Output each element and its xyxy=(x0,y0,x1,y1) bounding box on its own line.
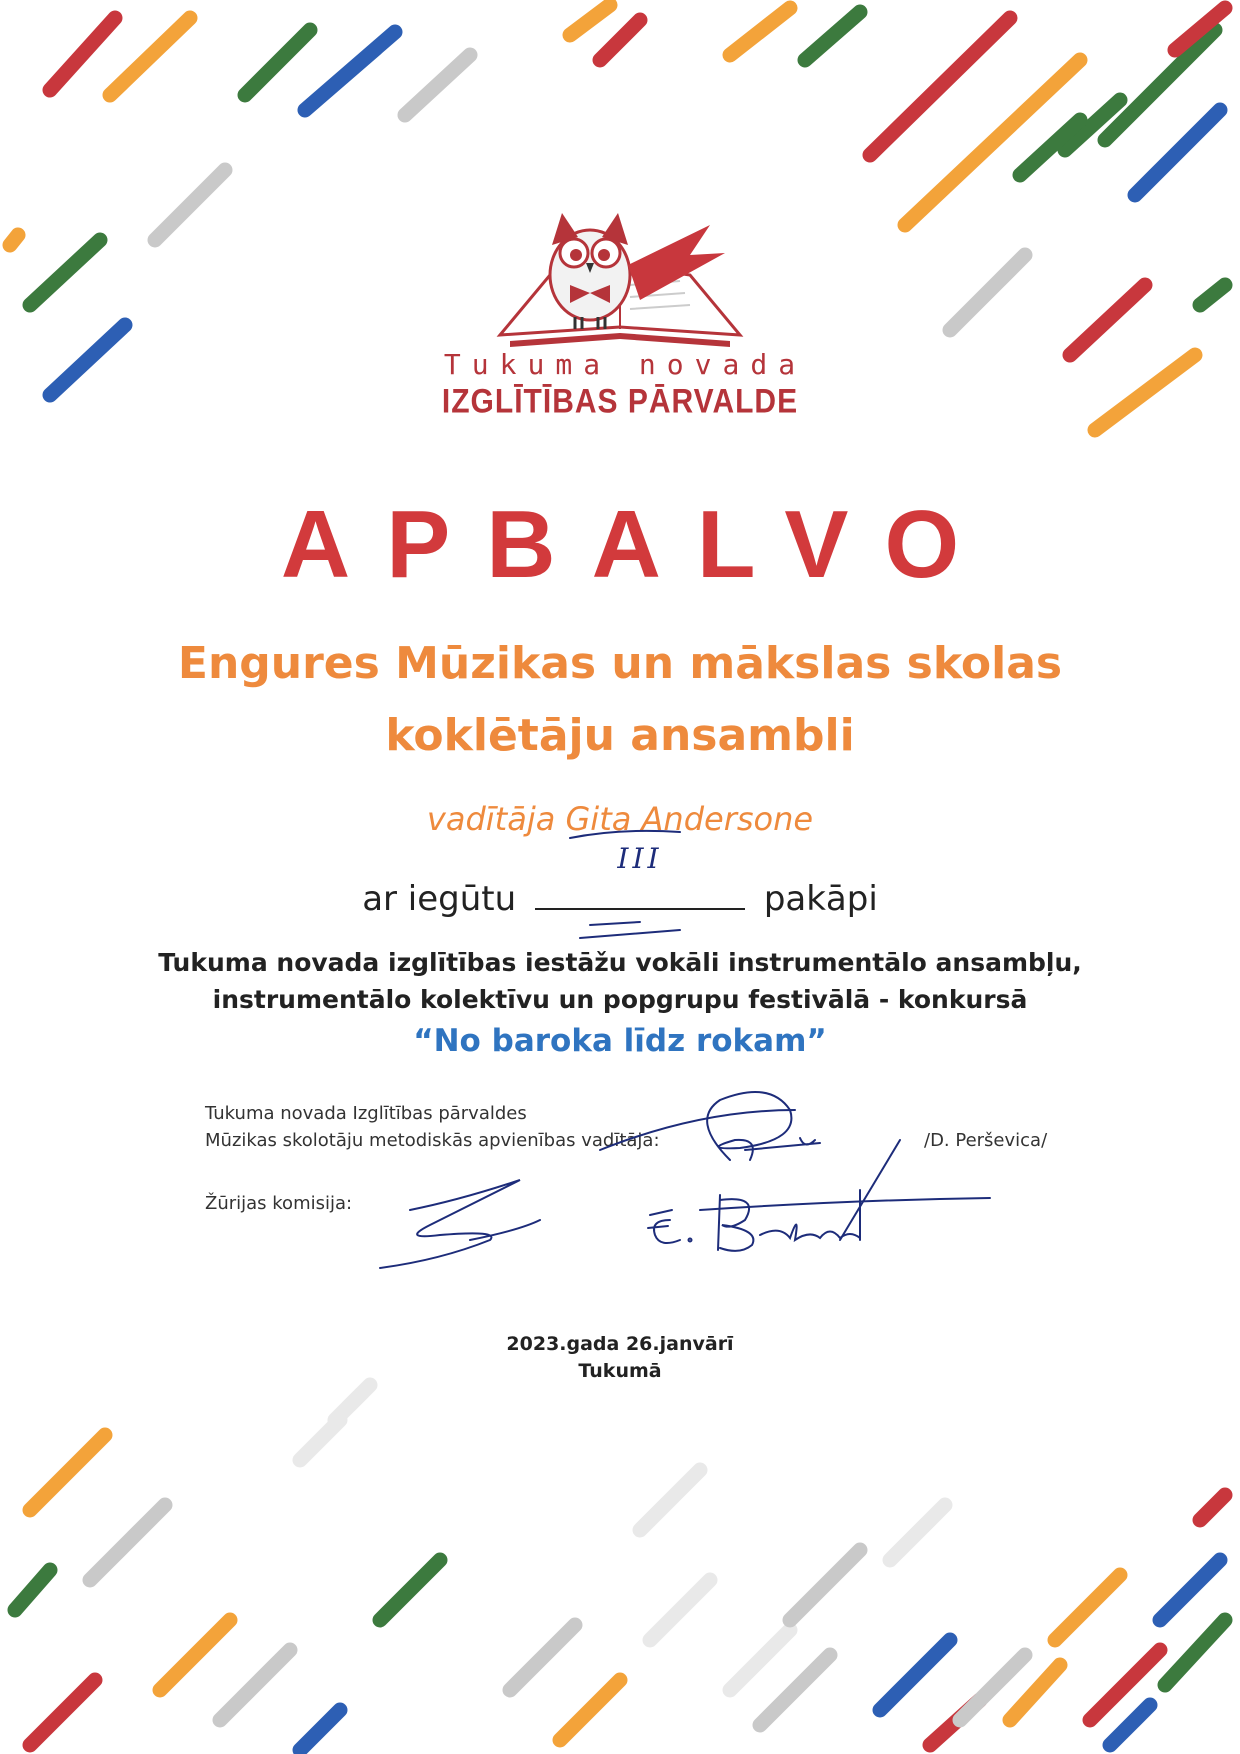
recipient-line2: koklētāju ansambli xyxy=(385,710,855,761)
event-line2: instrumentālo kolektīvu un popgrupu festivālā - konkursā xyxy=(212,985,1028,1014)
place-line: Tukumā xyxy=(578,1360,662,1382)
signature-org-line1: Tukuma novada Izglītības pārvaldes xyxy=(205,1103,527,1124)
leader-line: vadītāja Gita Andersone xyxy=(426,800,814,838)
logo-text-line1: Tukuma novada xyxy=(443,348,807,381)
signature-org-line2: Mūzikas skolotāju metodiskās apvienības vadītāja: xyxy=(205,1130,660,1151)
degree-value: III xyxy=(617,842,663,875)
logo-text-line2: IZGLĪTĪBAS PĀRVALDE xyxy=(441,382,799,421)
award-title: APBALVO xyxy=(280,491,996,598)
degree-prefix: ar iegūtu xyxy=(362,879,517,919)
jury-label: Žūrijas komisija: xyxy=(205,1193,353,1214)
recipient-line1: Engures Mūzikas un mākslas skolas xyxy=(177,638,1063,689)
festival-name: “No baroka līdz rokam” xyxy=(413,1023,827,1059)
signature-head-name: /D. Perševica/ xyxy=(924,1130,1048,1151)
degree-suffix: pakāpi xyxy=(763,879,878,919)
date-line: 2023.gada 26.janvārī xyxy=(506,1333,734,1355)
event-line1: Tukuma novada izglītības iestāžu vokāli instrumentālo ansambļu, xyxy=(158,948,1082,977)
